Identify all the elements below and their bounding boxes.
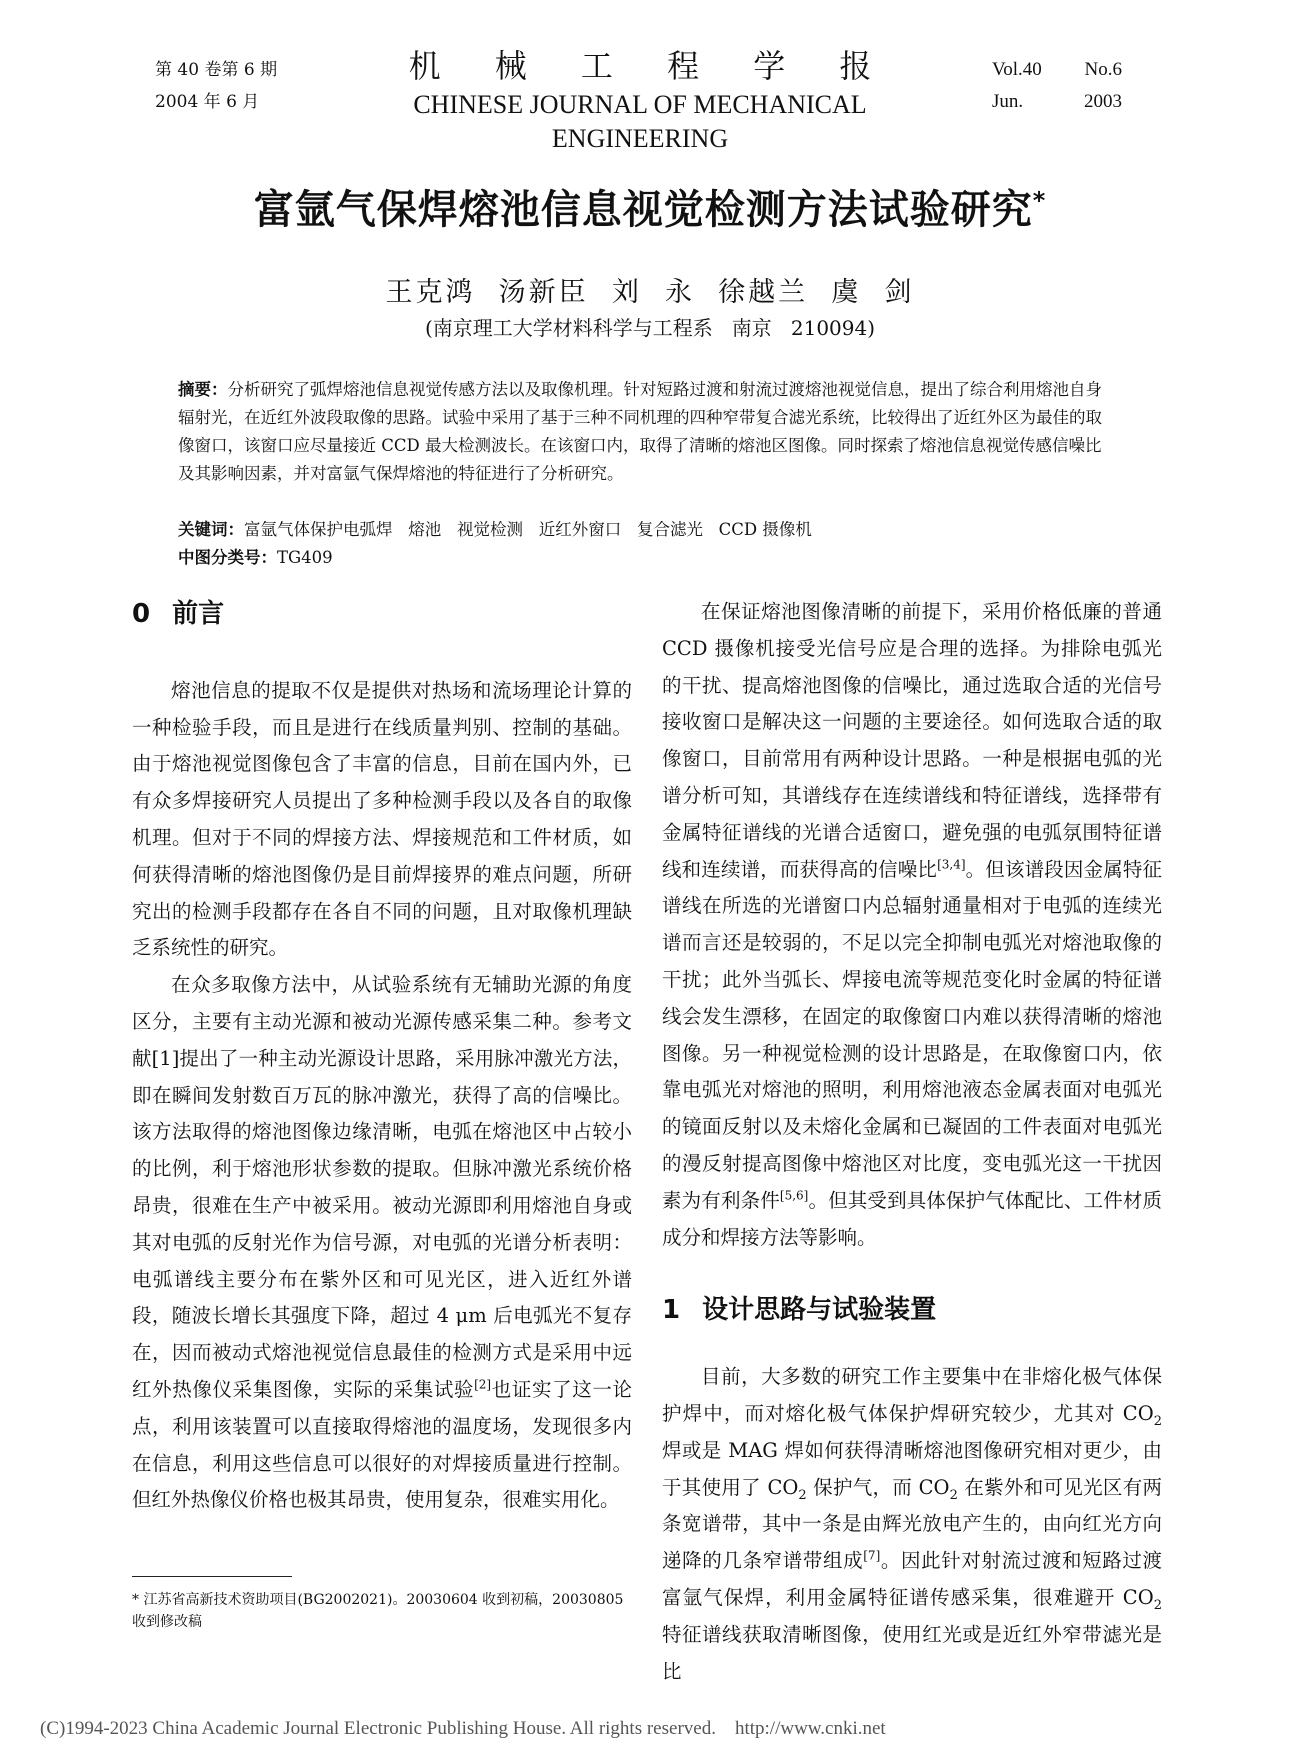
section-heading-0 — [132, 596, 632, 633]
volume-en: Vol.40 — [992, 59, 1042, 80]
paragraph-text: 目前，大多数的研究工作主要集中在非熔化极气体保护焊中，而对熔化极气体保护焊研究较少，尤其对 CO — [662, 1365, 1162, 1425]
section-number: 0 — [132, 599, 151, 629]
paragraph-text: 在紫外和可见光区有两条宽谱带，其中一条是由辉光放电产生的，由向红光方向递降的几条窄谱带组成 — [662, 1475, 1163, 1573]
paragraph-text: 也证实了这一论点，利用该装置可以直接取得熔池的温度场，发现很多内在信息，利用这些信息可以很好的对焊接质量进行控制。但红外热像仪价格也极其昂贵，使用复杂，很难实用化。 — [132, 1377, 632, 1512]
keywords-text: 富氩气体保护电弧焊 熔池 视觉检测 近红外窗口 复合滤光 CCD 摄像机 — [244, 520, 812, 539]
section-heading-1 — [662, 1292, 1162, 1329]
keywords — [178, 488, 1113, 544]
paragraph — [132, 967, 632, 1519]
abstract-text: 分析研究了弧焊熔池信息视觉传感方法以及取像机理。针对短路过渡和射流过渡熔池视觉信息，提出了综合利用熔池自身辐射光，在近红外波段取像的思路。试验中采用了基于三种不同机理的四种窄带复合滤光系统，比较得出了近红外区为最佳的取像窗口，该窗口应尽量接近 CCD 最大检测波长。在该窗口内，取得了清晰的熔池区图像。同时探索了熔池信息视觉传感信噪比及其影响因素，并对富氩气保焊熔池的特征进行了分析研究。 — [178, 380, 1102, 483]
citation: [3,4] — [937, 857, 966, 872]
paragraph-text: 。但该谱段因金属特征谱线在所选的光谱窗口内总辐射通量相对于电弧的连续光谱而言还是较弱的，不足以完全抑制电弧光对熔池取像的干扰；此外当弧长、焊接电流等规范变化时金属的特征谱线会发生漂移，在固定的取像窗口内难以获得清晰的熔池图像。另一种视觉检测的设计思路是，在取像窗口内，依靠电弧光对熔池的照明，利用熔池液态金属表面对电弧光的镜面反射以及未熔化金属和已凝固的工件表面对电弧光的漫反射提高图像中熔池区对比度，变电弧光这一干扰因素为有利条件 — [662, 857, 1162, 1212]
abstract-block — [178, 376, 1113, 572]
paragraph — [662, 1359, 1162, 1690]
issue-info — [155, 54, 277, 118]
paragraph-text: 。因此针对射流过渡和短路过渡富氩气保焊，利用金属特征谱传感采集，很难避开 CO — [662, 1549, 1162, 1609]
copyright-footer: (C)1994-2023 China Academic Journal Electronic Publishing House. All rights reserved. http://www.cnki.net — [40, 1718, 886, 1739]
issue-date: 2004 年 6 月 — [155, 92, 260, 112]
year-en: 2003 — [1084, 91, 1122, 112]
paper-title-text: 富氩气保焊熔池信息视觉检测方法试验研究 — [253, 187, 1033, 233]
section-number: 1 — [662, 1295, 681, 1326]
journal-name-en: CHINESE JOURNAL OF MECHANICAL ENGINEERING — [413, 90, 867, 153]
paragraph-text: 焊或是 MAG 焊如何获得清晰熔池图像研究相对更少，由于其使用了 CO — [662, 1438, 1162, 1499]
subscript: 2 — [1153, 1413, 1162, 1429]
number-en: No.6 — [1084, 59, 1122, 80]
right-column — [662, 594, 1162, 1690]
paper-title — [150, 178, 1150, 235]
subscript: 2 — [798, 1487, 807, 1503]
citation: [7] — [863, 1548, 881, 1563]
journal-name-cn: 机 械 工 程 学 报 — [408, 47, 894, 85]
citation: [2] — [474, 1377, 492, 1392]
citation: [5,6] — [779, 1188, 809, 1203]
classification-label: 中图分类号： — [178, 548, 277, 567]
affiliation: (南京理工大学材料科学与工程系 南京 210094) — [424, 316, 876, 340]
title-footnote-mark: * — [1032, 186, 1047, 215]
keywords-label: 关键词： — [178, 520, 244, 539]
section-title: 前言 — [172, 599, 225, 629]
section-title: 设计思路与试验装置 — [702, 1295, 937, 1326]
paragraph-text: 。但其受到具体保护气体配比、工件材质成分和焊接方法等影响。 — [662, 1188, 1162, 1249]
left-column — [132, 596, 632, 1519]
paragraph-text: 在保证熔池图像清晰的前提下，采用价格低廉的普通 CCD 摄像机接受光信号应是合理的选择。为排除电弧光的干扰、提高熔池图像的信噪比，通过选取合适的光信号接收窗口是解决这一问题的主要途径。如何选取合适的取像窗口，目前常用有两种设计思路。一种是根据电弧的光谱分析可知，其谱线存在连续谱线和特征谱线，选择带有金属特征谱线的光谱合适窗口，避免强的电弧氛围特征谱线和连续谱，而获得高的信噪比 — [662, 600, 1162, 881]
paragraph: 熔池信息的提取不仅是提供对热场和流场理论计算的一种检验手段，而且是进行在线质量判别、控制的基础。由于熔池视觉图像包含了丰富的信息，目前在国内外，已有众多焊接研究人员提出了多种检测手段以及各自的取像机理。但对于不同的焊接方法、焊接规范和工件材质，如何获得清晰的熔池图像仍是目前焊接界的难点问题，所研究出的检测手段都存在各自不同的问题，且对取像机理缺乏系统性的研究。 — [132, 678, 632, 960]
journal-masthead — [330, 46, 950, 156]
paragraph-text: 特征谱线获取清晰图像，使用红光或是近红外窄带滤光是比 — [662, 1622, 1162, 1683]
classification — [178, 544, 1113, 572]
subscript: 2 — [949, 1487, 958, 1503]
classification-code: TG409 — [277, 548, 333, 567]
footnote-divider — [132, 1576, 292, 1577]
volume-issue: 第 40 卷第 6 期 — [155, 60, 278, 80]
abstract — [178, 376, 1113, 488]
paragraph-text: 在众多取像方法中，从试验系统有无辅助光源的角度区分，主要有主动光源和被动光源传感采集二种。参考文献[1]提出了一种主动光源设计思路，采用脉冲激光方法，即在瞬间发射数百万瓦的脉冲激光，获得了高的信噪比。该方法取得的熔池图像边缘清晰，电弧在熔池区中占较小的比例，利于熔池形状参数的提取。但脉冲激光系统价格昂贵，很难在生产中被采用。被动光源即利用熔池自身或其对电弧的反射光作为信号源，对电弧的光谱分析表明：电弧谱线主要分布在紫外区和可见光区，进入近红外谱段，随波长增长其强度下降，超过 4 μm 后电弧光不复存在，因而被动式熔池视觉信息最佳的检测方式是采用中远红外热像仪采集图像，实际的采集试验 — [132, 973, 632, 1401]
abstract-label: 摘要： — [178, 380, 228, 399]
footnote: * 江苏省高新技术资助项目(BG2002021)。20030604 收到初稿，20030805 收到修改稿 — [132, 1592, 624, 1630]
issue-info-en — [992, 54, 1122, 118]
paragraph — [662, 594, 1162, 1256]
paragraph-text: 保护气，而 CO — [806, 1475, 950, 1499]
author-list: 王克鸿 汤新臣 刘 永 徐越兰 虞 剑 — [385, 277, 915, 308]
subscript: 2 — [1153, 1597, 1162, 1613]
month-en: Jun. — [992, 91, 1024, 112]
